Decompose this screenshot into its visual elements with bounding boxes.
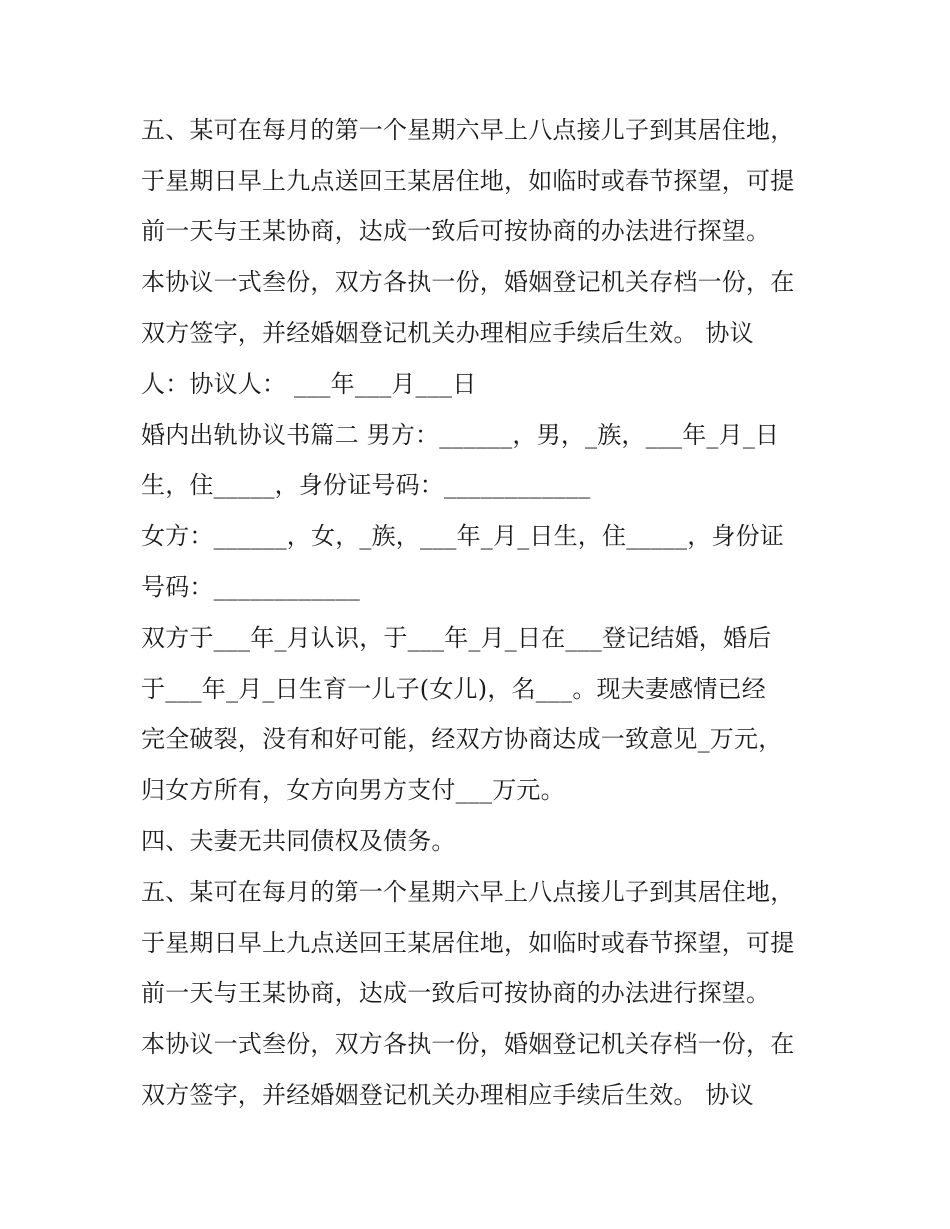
text-line: 完全破裂，没有和好可能，经双方协商达成一致意见_万元， [141,725,783,753]
text-line: 双方签字，并经婚姻登记机关办理相应手续后生效。 协议 [141,1081,754,1109]
text-line: 婚内出轨协议书篇二 男方：______，男，_族，___年_月_日 [141,421,780,449]
text-line: 归女方所有，女方向男方支付___万元。 [141,776,565,804]
text-line: 五、某可在每月的第一个星期六早上八点接儿子到其居住地， [141,878,795,906]
text-line: 人：协议人： ___年___月___日 [141,370,477,398]
text-line: 于___年_月_日生育一儿子(女儿)，名___。现夫妻感情已经 [141,675,766,703]
text-line: 双方签字，并经婚姻登记机关办理相应手续后生效。 协议 [141,319,754,347]
text-line: 女方：______，女，_族，___年_月_日生，住_____，身份证 [141,522,784,550]
text-line: 本协议一式叁份，双方各执一份，婚姻登记机关存档一份，在 [141,1030,795,1058]
text-line: 前一天与王某协商，达成一致后可按协商的办法进行探望。 [141,979,771,1007]
text-line: 于星期日早上九点送回王某居住地，如临时或春节探望，可提 [141,167,795,195]
text-line: 于星期日早上九点送回王某居住地，如临时或春节探望，可提 [141,929,795,957]
text-line: 四、夫妻无共同债权及债务。 [141,827,456,855]
text-line: 生，住_____，身份证号码：____________ [141,471,591,499]
text-line: 双方于___年_月认识，于___年_月_日在___登记结婚，婚后 [141,624,772,652]
text-line: 五、某可在每月的第一个星期六早上八点接儿子到其居住地， [141,116,795,144]
text-line: 号码：____________ [141,573,360,601]
text-line: 本协议一式叁份，双方各执一份，婚姻登记机关存档一份，在 [141,268,795,296]
text-line: 前一天与王某协商，达成一致后可按协商的办法进行探望。 [141,217,771,245]
